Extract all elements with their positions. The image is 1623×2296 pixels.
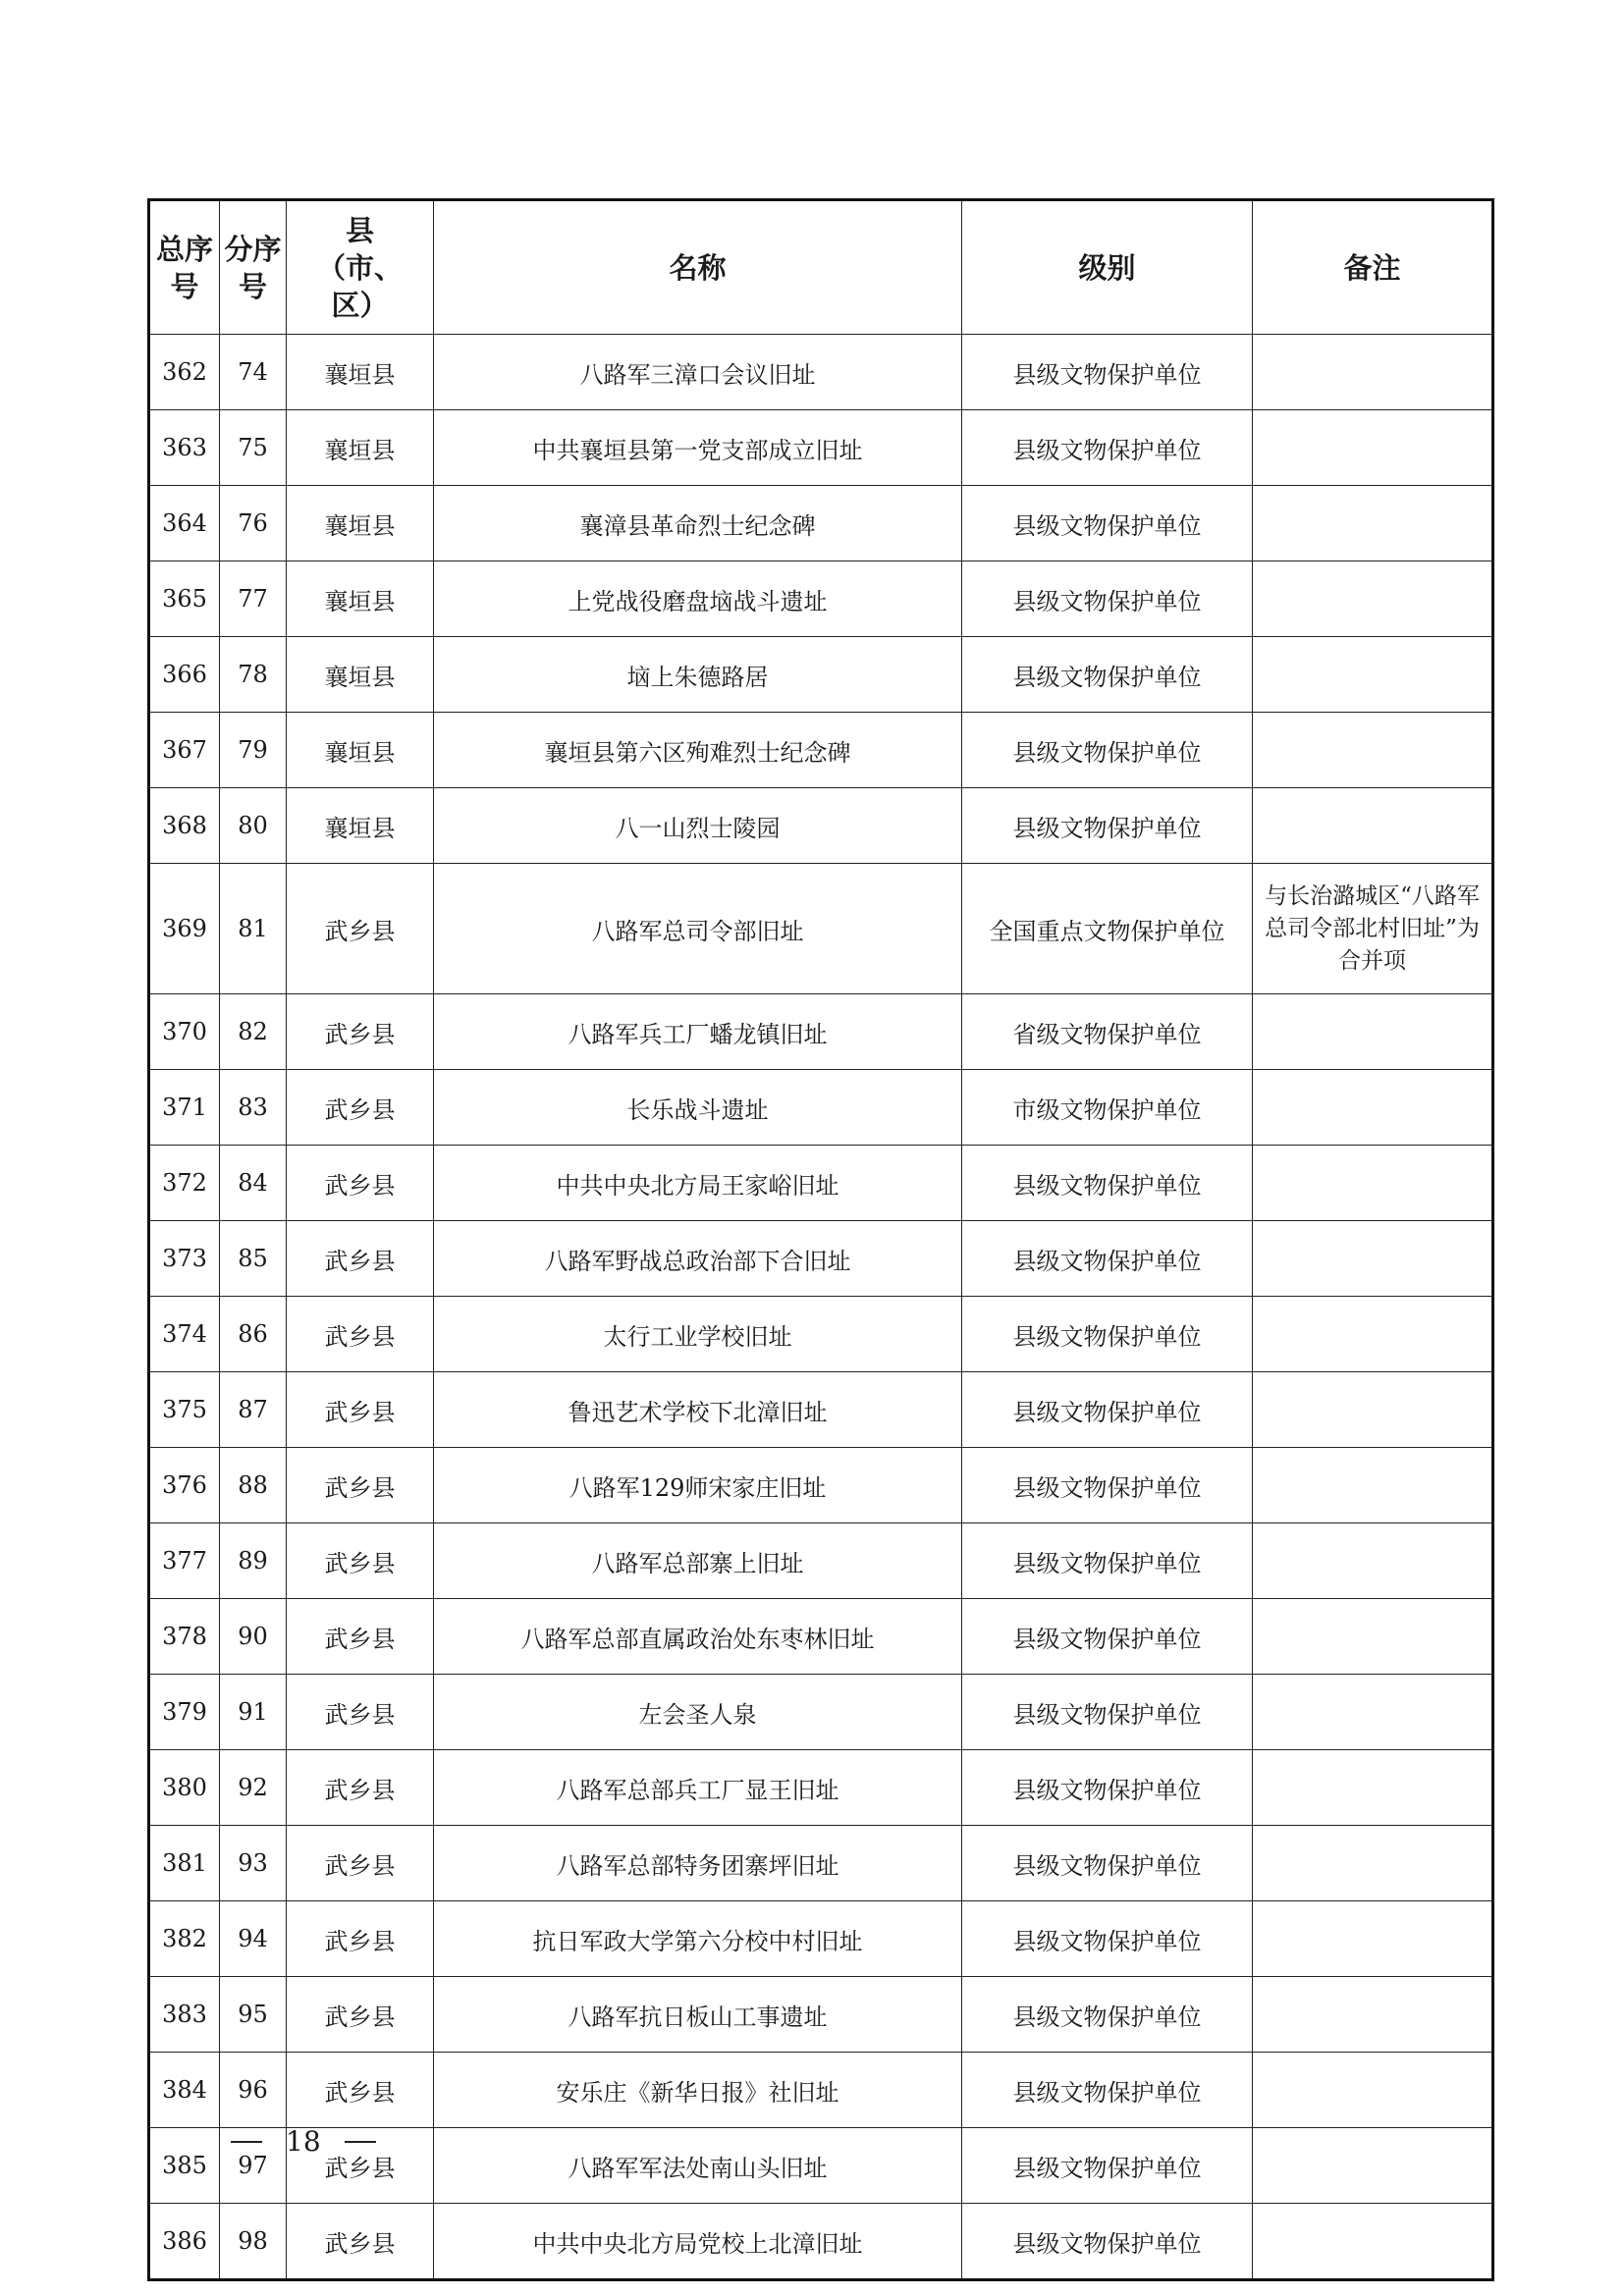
cell-remark	[1253, 335, 1493, 410]
cell-county: 武乡县	[287, 2204, 434, 2280]
table-row	[149, 1675, 1493, 1750]
cell-protection-level: 县级文物保护单位	[962, 1448, 1253, 1523]
cell-sub-number: 98	[220, 2204, 287, 2280]
cell-total-number: 364	[149, 486, 220, 561]
cell-remark	[1253, 1372, 1493, 1448]
cell-protection-level: 县级文物保护单位	[962, 486, 1253, 561]
cell-protection-level: 县级文物保护单位	[962, 2204, 1253, 2280]
header-county-line1: 县	[345, 213, 374, 247]
cell-total-number: 367	[149, 713, 220, 788]
cell-remark	[1253, 1826, 1493, 1901]
cell-site-name: 中共中央北方局党校上北漳旧址	[434, 2204, 962, 2280]
cell-site-name: 八路军总部寨上旧址	[434, 1523, 962, 1599]
table-row	[149, 1297, 1493, 1372]
cell-sub-number: 76	[220, 486, 287, 561]
cell-site-name: 中共襄垣县第一党支部成立旧址	[434, 410, 962, 486]
cell-site-name: 襄漳县革命烈士纪念碑	[434, 486, 962, 561]
cell-protection-level: 县级文物保护单位	[962, 1221, 1253, 1297]
table-row	[149, 1070, 1493, 1146]
cell-sub-number: 80	[220, 788, 287, 864]
cell-protection-level: 县级文物保护单位	[962, 1826, 1253, 1901]
cell-site-name: 八路军三漳口会议旧址	[434, 335, 962, 410]
cell-site-name: 八路军兵工厂蟠龙镇旧址	[434, 994, 962, 1070]
cell-county: 襄垣县	[287, 788, 434, 864]
cell-sub-number: 96	[220, 2053, 287, 2128]
cell-total-number: 377	[149, 1523, 220, 1599]
cell-remark	[1253, 1146, 1493, 1221]
header-name: 名称	[434, 200, 962, 335]
cell-remark	[1253, 994, 1493, 1070]
cell-county: 武乡县	[287, 1221, 434, 1297]
cell-county: 武乡县	[287, 1523, 434, 1599]
cell-sub-number: 78	[220, 637, 287, 713]
cell-remark	[1253, 410, 1493, 486]
cell-sub-number: 91	[220, 1675, 287, 1750]
cell-county: 武乡县	[287, 1070, 434, 1146]
cell-sub-number: 88	[220, 1448, 287, 1523]
table-row	[149, 1448, 1493, 1523]
cell-sub-number: 75	[220, 410, 287, 486]
cell-site-name: 襄垣县第六区殉难烈士纪念碑	[434, 713, 962, 788]
cell-protection-level: 县级文物保护单位	[962, 2053, 1253, 2128]
cell-site-name: 左会圣人泉	[434, 1675, 962, 1750]
cell-total-number: 375	[149, 1372, 220, 1448]
cell-protection-level: 县级文物保护单位	[962, 1146, 1253, 1221]
cell-county: 武乡县	[287, 1599, 434, 1675]
page-number: 18	[286, 2125, 321, 2158]
cell-sub-number: 77	[220, 561, 287, 637]
header-county-line3: 区）	[331, 288, 389, 322]
cell-site-name: 八路军总部兵工厂显王旧址	[434, 1750, 962, 1826]
cell-county: 武乡县	[287, 864, 434, 994]
cell-remark	[1253, 637, 1493, 713]
cell-remark	[1253, 561, 1493, 637]
cell-total-number: 365	[149, 561, 220, 637]
cell-protection-level: 县级文物保护单位	[962, 335, 1253, 410]
footer-dash-right	[345, 2141, 376, 2143]
cell-county: 武乡县	[287, 1146, 434, 1221]
cell-remark	[1253, 2204, 1493, 2280]
cell-sub-number: 94	[220, 1901, 287, 1977]
cell-county: 襄垣县	[287, 335, 434, 410]
cell-total-number: 374	[149, 1297, 220, 1372]
cell-total-number: 371	[149, 1070, 220, 1146]
cell-protection-level: 县级文物保护单位	[962, 561, 1253, 637]
cell-remark	[1253, 1070, 1493, 1146]
cell-remark	[1253, 1901, 1493, 1977]
cell-protection-level: 全国重点文物保护单位	[962, 864, 1253, 994]
page-footer	[231, 2125, 376, 2158]
cell-site-name: 八路军野战总政治部下合旧址	[434, 1221, 962, 1297]
cell-remark	[1253, 2128, 1493, 2204]
table-row	[149, 410, 1493, 486]
cell-site-name: 长乐战斗遗址	[434, 1070, 962, 1146]
cell-site-name: 八路军总司令部旧址	[434, 864, 962, 994]
cell-county: 襄垣县	[287, 561, 434, 637]
cell-total-number: 362	[149, 335, 220, 410]
cell-remark	[1253, 2053, 1493, 2128]
cell-remark	[1253, 713, 1493, 788]
cell-site-name: 垴上朱德路居	[434, 637, 962, 713]
cell-protection-level: 县级文物保护单位	[962, 1675, 1253, 1750]
cell-total-number: 380	[149, 1750, 220, 1826]
cell-site-name: 八路军抗日板山工事遗址	[434, 1977, 962, 2053]
table-body	[149, 335, 1493, 2280]
table-row	[149, 1372, 1493, 1448]
cell-county: 武乡县	[287, 1675, 434, 1750]
cell-county: 武乡县	[287, 1750, 434, 1826]
header-county	[287, 200, 434, 335]
header-level: 级别	[962, 200, 1253, 335]
cell-protection-level: 县级文物保护单位	[962, 1523, 1253, 1599]
cell-county: 襄垣县	[287, 637, 434, 713]
cell-county: 武乡县	[287, 2128, 434, 2204]
cell-total-number: 378	[149, 1599, 220, 1675]
cell-county: 武乡县	[287, 1901, 434, 1977]
table-row	[149, 561, 1493, 637]
cell-remark	[1253, 788, 1493, 864]
cell-protection-level: 县级文物保护单位	[962, 788, 1253, 864]
cell-protection-level: 县级文物保护单位	[962, 1297, 1253, 1372]
table-row	[149, 637, 1493, 713]
footer-dash-left	[231, 2141, 262, 2143]
table-row	[149, 1221, 1493, 1297]
table-row	[149, 1523, 1493, 1599]
cell-site-name: 太行工业学校旧址	[434, 1297, 962, 1372]
cell-protection-level: 县级文物保护单位	[962, 410, 1253, 486]
cell-site-name: 八路军军法处南山头旧址	[434, 2128, 962, 2204]
cell-sub-number: 84	[220, 1146, 287, 1221]
cell-sub-number: 87	[220, 1372, 287, 1448]
cell-remark	[1253, 1523, 1493, 1599]
table-row	[149, 486, 1493, 561]
table-row	[149, 2053, 1493, 2128]
table-row	[149, 1750, 1493, 1826]
cell-county: 武乡县	[287, 2053, 434, 2128]
cell-sub-number: 81	[220, 864, 287, 994]
cell-total-number: 369	[149, 864, 220, 994]
cell-protection-level: 县级文物保护单位	[962, 2128, 1253, 2204]
table-row	[149, 994, 1493, 1070]
cell-protection-level: 县级文物保护单位	[962, 1901, 1253, 1977]
cell-county: 武乡县	[287, 1372, 434, 1448]
heritage-sites-table	[147, 198, 1494, 2281]
cell-protection-level: 县级文物保护单位	[962, 1372, 1253, 1448]
cell-total-number: 372	[149, 1146, 220, 1221]
table-row	[149, 2204, 1493, 2280]
cell-county: 武乡县	[287, 1297, 434, 1372]
cell-site-name: 八路军129师宋家庄旧址	[434, 1448, 962, 1523]
cell-remark	[1253, 1448, 1493, 1523]
cell-site-name: 中共中央北方局王家峪旧址	[434, 1146, 962, 1221]
cell-sub-number: 97	[220, 2128, 287, 2204]
cell-sub-number: 95	[220, 1977, 287, 2053]
cell-total-number: 368	[149, 788, 220, 864]
table-row	[149, 1146, 1493, 1221]
cell-total-number: 385	[149, 2128, 220, 2204]
cell-county: 襄垣县	[287, 486, 434, 561]
cell-sub-number: 74	[220, 335, 287, 410]
cell-remark	[1253, 1297, 1493, 1372]
cell-county: 武乡县	[287, 1448, 434, 1523]
cell-total-number: 363	[149, 410, 220, 486]
cell-total-number: 381	[149, 1826, 220, 1901]
cell-site-name: 八一山烈士陵园	[434, 788, 962, 864]
cell-protection-level: 县级文物保护单位	[962, 1750, 1253, 1826]
cell-sub-number: 79	[220, 713, 287, 788]
cell-site-name: 上党战役磨盘垴战斗遗址	[434, 561, 962, 637]
table-row	[149, 788, 1493, 864]
cell-total-number: 384	[149, 2053, 220, 2128]
cell-sub-number: 82	[220, 994, 287, 1070]
table-row	[149, 713, 1493, 788]
cell-county: 武乡县	[287, 1977, 434, 2053]
cell-protection-level: 县级文物保护单位	[962, 637, 1253, 713]
cell-remark	[1253, 1599, 1493, 1675]
header-sub-number: 分序号	[220, 200, 287, 335]
cell-sub-number: 89	[220, 1523, 287, 1599]
cell-sub-number: 90	[220, 1599, 287, 1675]
cell-protection-level: 省级文物保护单位	[962, 994, 1253, 1070]
cell-site-name: 安乐庄《新华日报》社旧址	[434, 2053, 962, 2128]
cell-total-number: 370	[149, 994, 220, 1070]
cell-total-number: 376	[149, 1448, 220, 1523]
cell-sub-number: 83	[220, 1070, 287, 1146]
table-row	[149, 335, 1493, 410]
header-county-line2: （市、	[316, 250, 403, 285]
cell-county: 襄垣县	[287, 713, 434, 788]
cell-total-number: 379	[149, 1675, 220, 1750]
cell-site-name: 八路军总部特务团寨坪旧址	[434, 1826, 962, 1901]
cell-remark	[1253, 1977, 1493, 2053]
cell-site-name: 抗日军政大学第六分校中村旧址	[434, 1901, 962, 1977]
cell-total-number: 382	[149, 1901, 220, 1977]
table-row	[149, 1826, 1493, 1901]
table-header-row	[149, 200, 1493, 335]
cell-protection-level: 县级文物保护单位	[962, 1977, 1253, 2053]
cell-total-number: 383	[149, 1977, 220, 2053]
cell-sub-number: 92	[220, 1750, 287, 1826]
table-row	[149, 1901, 1493, 1977]
table-row	[149, 1977, 1493, 2053]
cell-remark	[1253, 1750, 1493, 1826]
cell-site-name: 鲁迅艺术学校下北漳旧址	[434, 1372, 962, 1448]
cell-total-number: 373	[149, 1221, 220, 1297]
cell-sub-number: 86	[220, 1297, 287, 1372]
cell-protection-level: 县级文物保护单位	[962, 713, 1253, 788]
cell-county: 襄垣县	[287, 410, 434, 486]
cell-total-number: 366	[149, 637, 220, 713]
cell-county: 武乡县	[287, 1826, 434, 1901]
cell-remark: 与长治潞城区“八路军总司令部北村旧址”为合并项	[1253, 864, 1493, 994]
cell-county: 武乡县	[287, 994, 434, 1070]
cell-sub-number: 85	[220, 1221, 287, 1297]
cell-sub-number: 93	[220, 1826, 287, 1901]
cell-remark	[1253, 1221, 1493, 1297]
cell-remark	[1253, 1675, 1493, 1750]
cell-remark	[1253, 486, 1493, 561]
cell-total-number: 386	[149, 2204, 220, 2280]
header-total-number: 总序号	[149, 200, 220, 335]
cell-site-name: 八路军总部直属政治处东枣林旧址	[434, 1599, 962, 1675]
header-remark: 备注	[1253, 200, 1493, 335]
table-row	[149, 864, 1493, 994]
cell-protection-level: 市级文物保护单位	[962, 1070, 1253, 1146]
table-row	[149, 1599, 1493, 1675]
cell-protection-level: 县级文物保护单位	[962, 1599, 1253, 1675]
